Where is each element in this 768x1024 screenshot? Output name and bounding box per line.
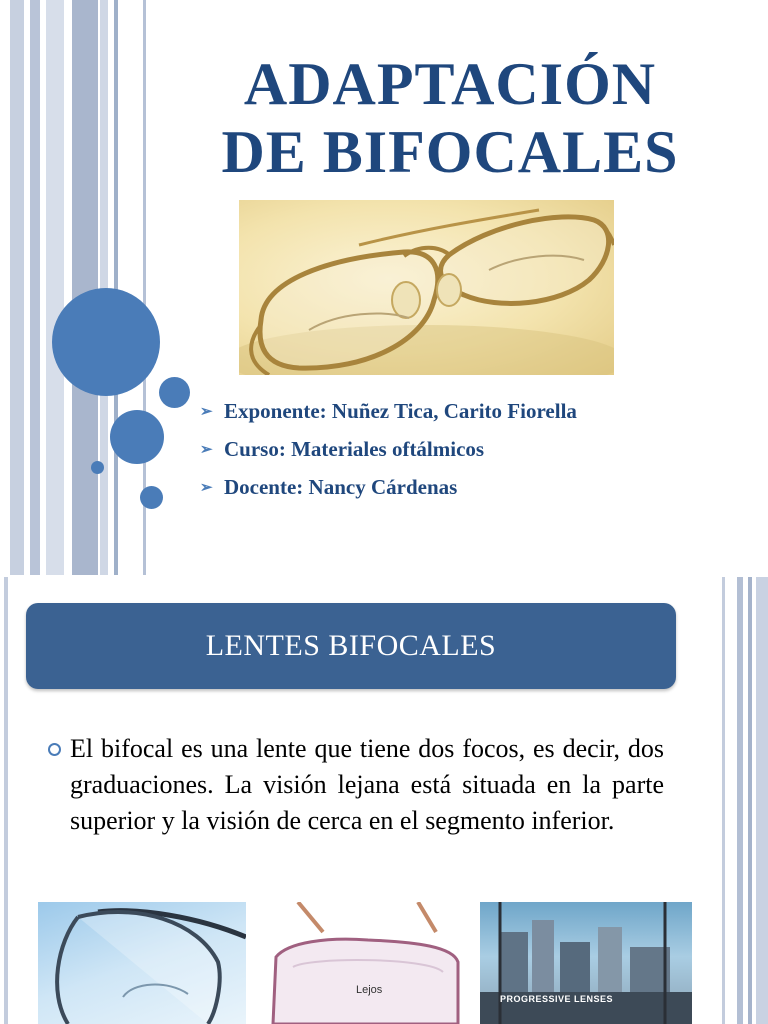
section-banner-title: LENTES BIFOCALES [205, 629, 497, 662]
decorative-circle [140, 486, 163, 509]
progressive-lenses-photo [480, 902, 692, 1024]
arrow-bullet-icon: ➢ [200, 404, 213, 420]
slide-lentes-bifocales [0, 577, 768, 1024]
title-line-1: ADAPTACIÓN [243, 51, 657, 117]
decorative-circle-small [91, 461, 104, 474]
curso-text: Curso: Materiales oftálmicos [224, 437, 485, 461]
definition-text: El bifocal es una lente que tiene dos focos, es decir, dos graduaciones. La visión lejana está situada en la parte superior y la visión de cerca en el segmento inferior. [70, 734, 664, 835]
decorative-circle [159, 377, 190, 408]
circle-bullet-icon [48, 743, 61, 756]
lejos-label: Lejos [356, 984, 383, 996]
docente-text: Docente: Nancy Cárdenas [224, 475, 458, 499]
arrow-bullet-icon: ➢ [200, 442, 213, 458]
bifocal-lens-diagram [268, 902, 464, 1024]
list-item-docente [200, 472, 577, 510]
progressive-lenses-label: PROGRESSIVE LENSES [500, 994, 614, 1004]
decorative-circle-large [52, 288, 160, 396]
bifocal-glasses-photo [239, 200, 614, 375]
decorative-circle [110, 410, 164, 464]
arrow-bullet-icon: ➢ [200, 480, 213, 496]
list-item-curso [200, 434, 577, 472]
list-item-exponente [200, 396, 577, 434]
section-banner [26, 603, 676, 689]
bifocal-lens-closeup-photo [38, 902, 246, 1024]
presenter-info-list [200, 396, 577, 510]
slide-title-heading [190, 50, 710, 186]
exponente-text: Exponente: Nuñez Tica, Carito Fiorella [224, 399, 577, 423]
title-line-2: DE BIFOCALES [221, 119, 679, 185]
decorative-stripes [0, 0, 150, 575]
definition-bullet [48, 731, 664, 839]
